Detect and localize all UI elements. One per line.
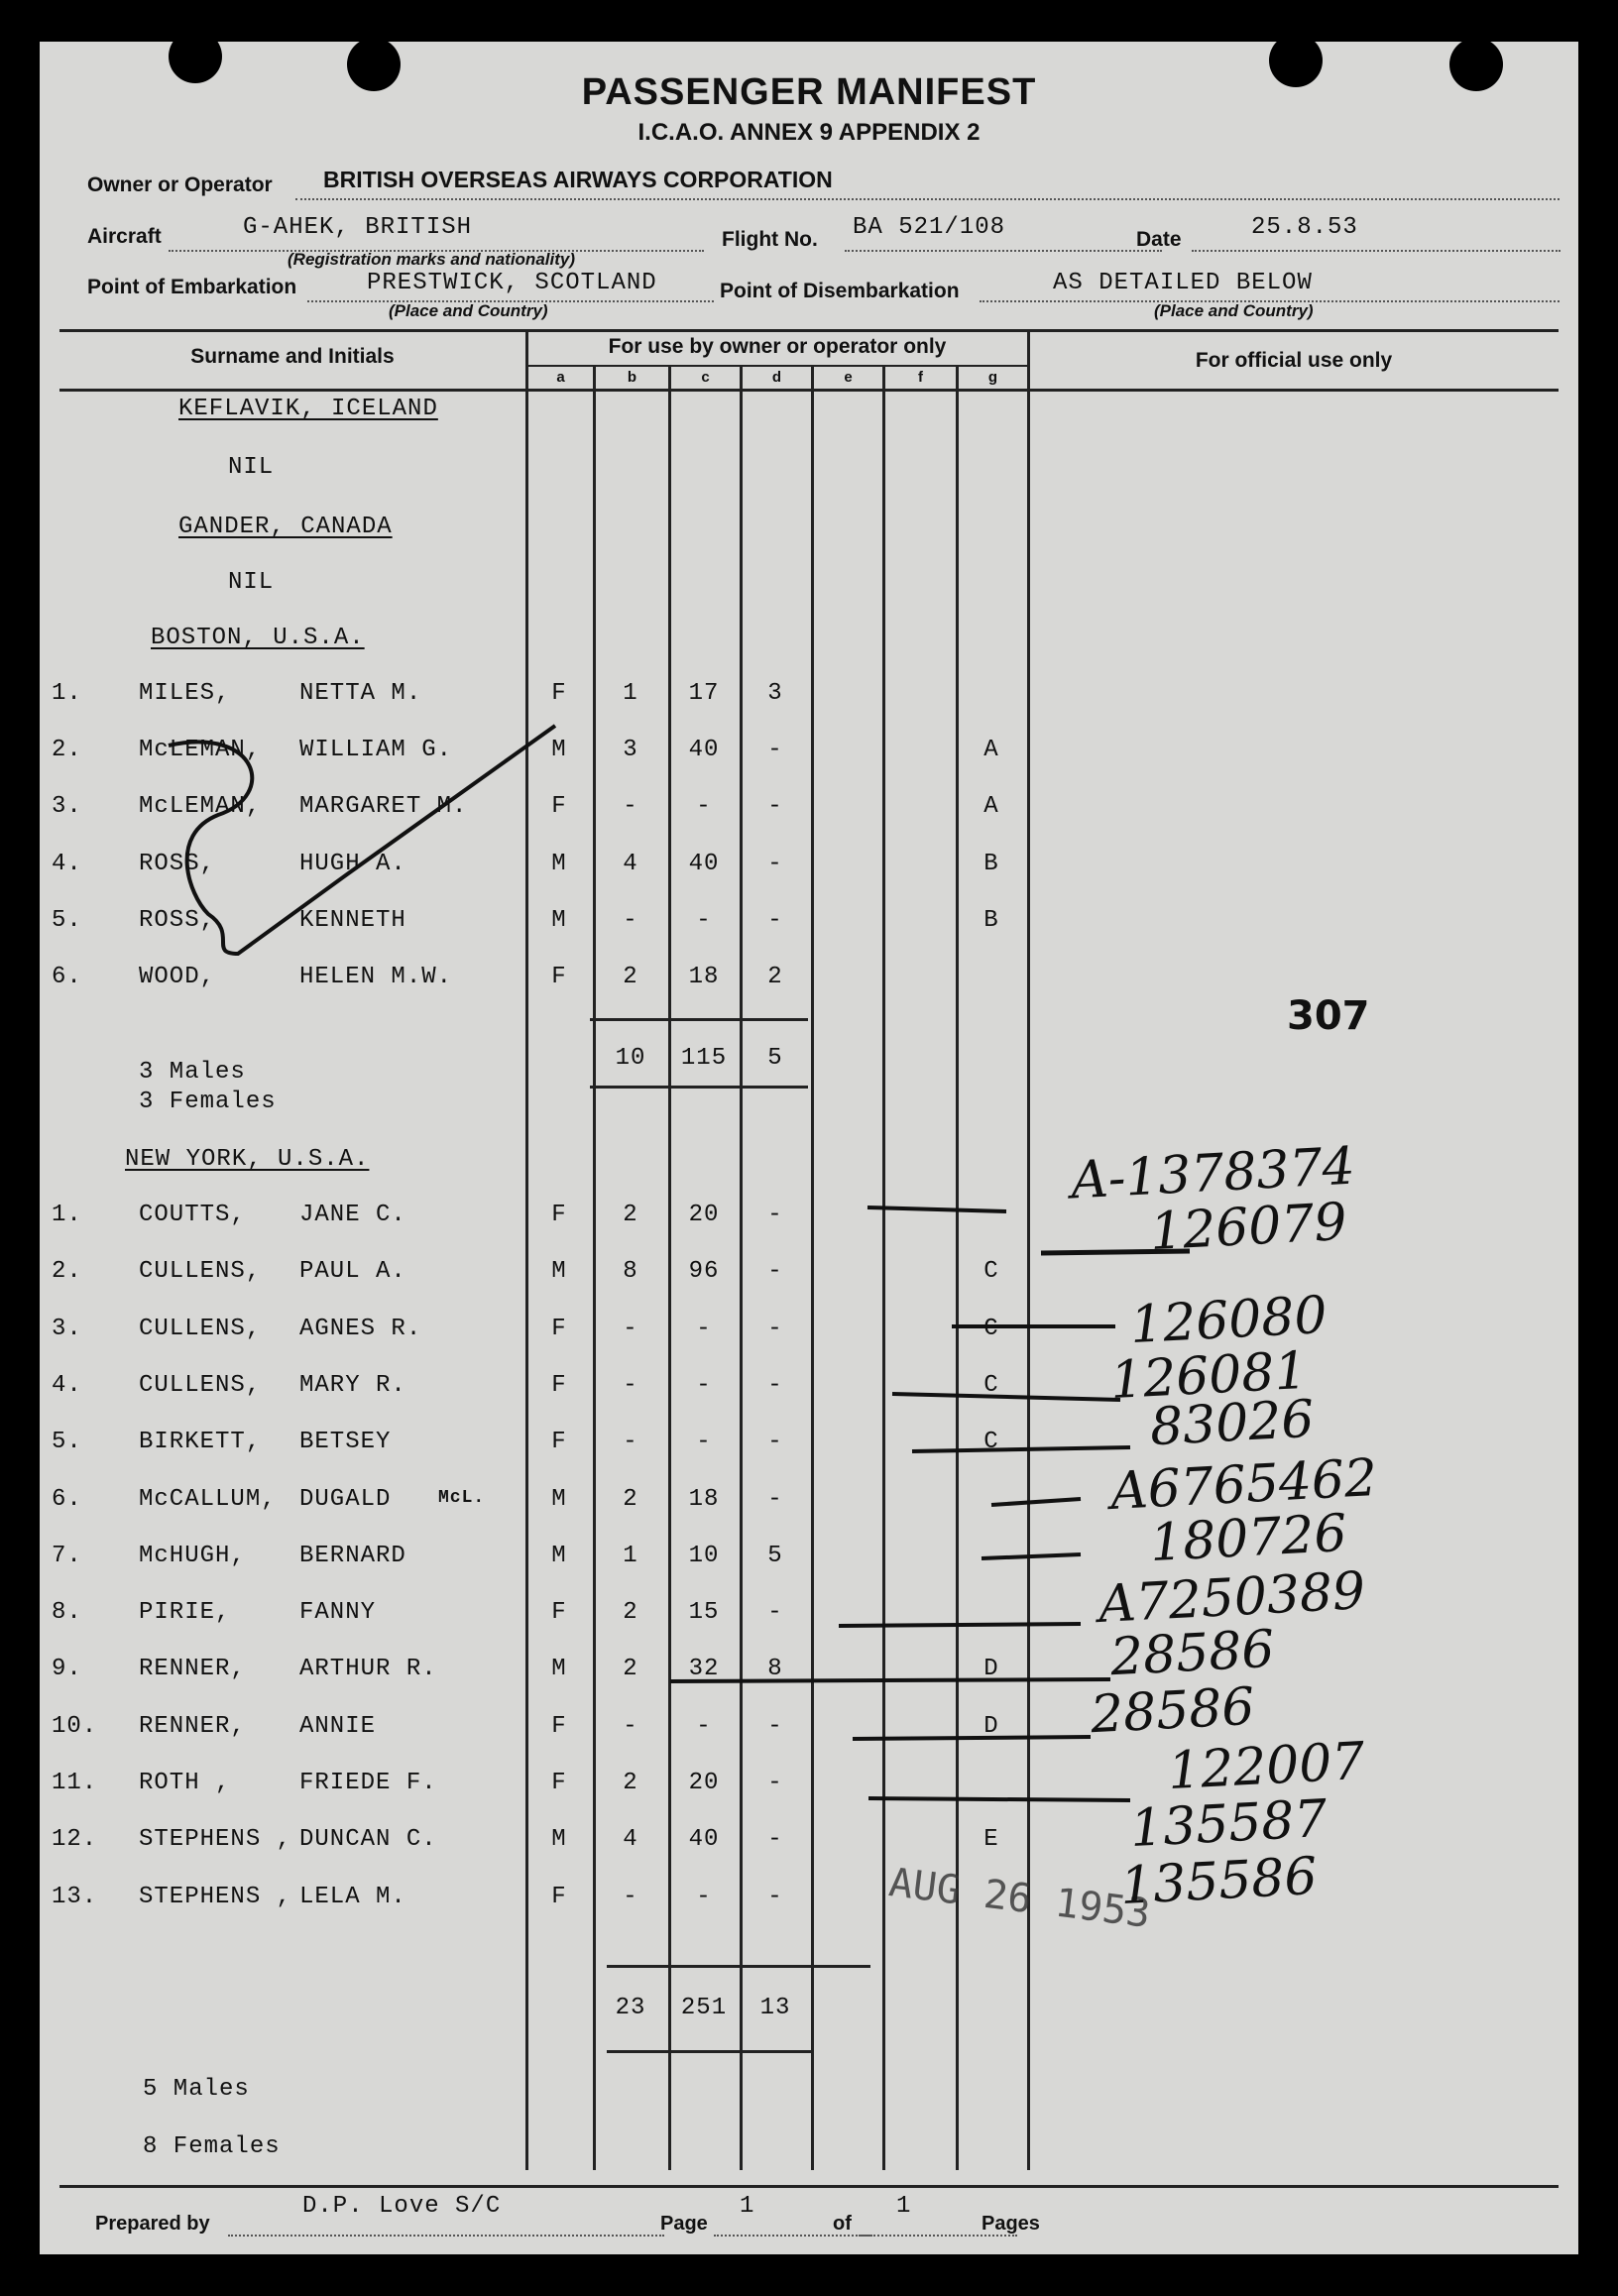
row-given-name: DUGALD — [299, 1485, 392, 1513]
row-col-g: C — [983, 1315, 999, 1342]
row-col-c: - — [696, 1371, 712, 1399]
row-col-a: M — [551, 737, 567, 764]
aircraft-value: G-AHEK, BRITISH — [243, 214, 473, 241]
official-handwritten-number: 122007 — [1166, 1731, 1366, 1802]
row-col-b: 4 — [623, 850, 638, 877]
row-given-name: JANE C. — [299, 1202, 406, 1228]
row-col-b: 1 — [623, 680, 638, 707]
row-col-c: 96 — [688, 1258, 720, 1286]
row-number: 1. — [52, 680, 82, 707]
embark-label: Point of Embarkation — [87, 276, 297, 298]
row-col-d: - — [767, 1712, 783, 1740]
official-handwritten-number: 135587 — [1128, 1788, 1329, 1860]
manifest-page — [40, 42, 1578, 2254]
row-col-d: 3 — [767, 680, 783, 707]
row-extra-note: McL. — [438, 1487, 486, 1508]
row-surname: McHUGH, — [139, 1542, 246, 1569]
row-col-c: - — [696, 793, 712, 821]
row-surname: McCALLUM, — [139, 1485, 277, 1513]
row-surname: CULLENS, — [139, 1371, 262, 1399]
row-col-d: - — [767, 850, 783, 877]
date-stamp: AUG 26 1953 — [886, 1860, 1153, 1937]
row-col-b: 3 — [623, 737, 638, 764]
row-given-name: BERNARD — [299, 1542, 406, 1569]
gander-note: NIL — [228, 569, 275, 596]
row-col-a: F — [551, 1770, 567, 1796]
row-number: 5. — [52, 906, 82, 934]
subcol-d: d — [771, 369, 782, 386]
row-col-a: F — [551, 1429, 567, 1456]
row-col-a: F — [551, 793, 567, 821]
row-col-a: M — [551, 1258, 567, 1286]
row-col-c: 18 — [688, 1485, 720, 1513]
row-col-a: M — [551, 850, 567, 877]
row-given-name: MARGARET M. — [299, 793, 468, 821]
row-given-name: HUGH A. — [299, 850, 406, 877]
row-number: 4. — [52, 850, 82, 877]
row-given-name: KENNETH — [299, 906, 406, 934]
row-surname: PIRIE, — [139, 1599, 231, 1627]
row-number: 11. — [52, 1770, 98, 1796]
row-col-c: 15 — [688, 1599, 720, 1627]
row-col-b: 2 — [623, 1202, 638, 1228]
subcol-g: g — [987, 369, 998, 386]
row-number: 5. — [52, 1429, 82, 1456]
row-given-name: NETTA M. — [299, 680, 422, 707]
row-number: 9. — [52, 1656, 82, 1683]
row-given-name: ARTHUR R. — [299, 1656, 437, 1683]
flight-value: BA 521/108 — [853, 214, 1006, 241]
row-col-d: - — [767, 906, 783, 934]
row-col-b: 1 — [623, 1542, 638, 1569]
row-col-d: - — [767, 1770, 783, 1796]
row-given-name: HELEN M.W. — [299, 964, 453, 990]
row-surname: ROSS, — [139, 906, 216, 934]
row-col-a: F — [551, 680, 567, 707]
row-surname: RENNER, — [139, 1712, 246, 1740]
row-number: 12. — [52, 1826, 98, 1854]
row-given-name: LELA M. — [299, 1883, 406, 1910]
row-col-c: 10 — [688, 1542, 720, 1569]
row-col-b: 8 — [623, 1258, 638, 1286]
row-surname: ROSS, — [139, 850, 216, 877]
row-col-d: - — [767, 1202, 783, 1228]
row-col-g: D — [983, 1656, 999, 1683]
row-col-g: A — [983, 793, 999, 821]
official-handwritten-number: 180726 — [1148, 1503, 1348, 1574]
row-number: 4. — [52, 1371, 82, 1399]
row-col-d: - — [767, 737, 783, 764]
owner-value: BRITISH OVERSEAS AIRWAYS CORPORATION — [323, 167, 833, 192]
row-col-d: - — [767, 1429, 783, 1456]
operator-col-header: For use by owner or operator only — [608, 335, 947, 358]
pages-label: Pages — [982, 2213, 1040, 2235]
row-number: 10. — [52, 1712, 98, 1740]
row-col-d: 2 — [767, 964, 783, 990]
aircraft-note: (Registration marks and nationality) — [288, 250, 575, 269]
ny-females: 8 Females — [143, 2133, 281, 2160]
row-number: 2. — [52, 737, 82, 764]
row-col-a: F — [551, 1883, 567, 1910]
subcol-f: f — [918, 369, 923, 386]
row-col-d: - — [767, 1883, 783, 1910]
boston-males: 3 Males — [139, 1059, 246, 1086]
row-col-d: - — [767, 1258, 783, 1286]
row-col-d: - — [767, 793, 783, 821]
aircraft-label: Aircraft — [87, 225, 162, 248]
row-given-name: PAUL A. — [299, 1258, 406, 1286]
row-col-a: M — [551, 1826, 567, 1854]
row-col-c: 40 — [688, 1826, 720, 1854]
section-keflavik: KEFLAVIK, ICELAND — [178, 396, 438, 422]
row-given-name: AGNES R. — [299, 1315, 422, 1342]
row-number: 1. — [52, 1202, 82, 1228]
row-col-b: - — [623, 1429, 638, 1456]
row-col-g: C — [983, 1258, 999, 1286]
row-number: 6. — [52, 1485, 82, 1513]
row-col-c: - — [696, 1315, 712, 1342]
row-given-name: FRIEDE F. — [299, 1770, 437, 1796]
row-col-d: 5 — [767, 1542, 783, 1569]
official-handwritten-number: 126079 — [1148, 1192, 1348, 1263]
official-handwritten-number: 83026 — [1148, 1389, 1316, 1458]
row-surname: MILES, — [139, 680, 231, 707]
disembark-note: (Place and Country) — [1154, 301, 1314, 320]
row-col-b: - — [623, 1371, 638, 1399]
ny-males: 5 Males — [143, 2076, 250, 2103]
row-surname: RENNER, — [139, 1656, 246, 1683]
disembark-value: AS DETAILED BELOW — [1053, 270, 1313, 296]
row-col-g: D — [983, 1712, 999, 1740]
flight-label: Flight No. — [722, 228, 818, 251]
row-given-name: FANNY — [299, 1599, 377, 1627]
subcol-c: c — [701, 369, 710, 386]
subcol-e: e — [844, 369, 853, 386]
row-given-name: ANNIE — [299, 1712, 377, 1740]
official-handwritten-number: A6765462 — [1108, 1447, 1379, 1523]
row-col-d: - — [767, 1485, 783, 1513]
row-col-c: 40 — [688, 737, 720, 764]
row-col-b: - — [623, 1315, 638, 1342]
row-col-b: 2 — [623, 1485, 638, 1513]
of-label: of — [833, 2213, 852, 2235]
row-col-d: - — [767, 1371, 783, 1399]
row-col-a: M — [551, 1656, 567, 1683]
row-col-d: - — [767, 1826, 783, 1854]
row-col-c: 18 — [688, 964, 720, 990]
row-col-d: - — [767, 1315, 783, 1342]
boston-females: 3 Females — [139, 1089, 277, 1115]
row-col-g: B — [983, 850, 999, 877]
row-col-a: M — [551, 1542, 567, 1569]
row-col-a: F — [551, 1315, 567, 1342]
of-value: 1 — [896, 2193, 912, 2220]
row-surname: STEPHENS , — [139, 1826, 292, 1854]
page-title: PASSENGER MANIFEST — [581, 71, 1037, 113]
row-col-b: 2 — [623, 1770, 638, 1796]
row-col-b: - — [623, 1883, 638, 1910]
row-col-c: 32 — [688, 1656, 720, 1683]
row-col-b: - — [623, 793, 638, 821]
row-col-g: C — [983, 1429, 999, 1456]
owner-label: Owner or Operator — [87, 173, 273, 196]
official-handwritten-number: 126081 — [1108, 1340, 1309, 1412]
ny-total-c: 251 — [680, 1995, 728, 2021]
row-col-c: - — [696, 1883, 712, 1910]
row-col-g: A — [983, 737, 999, 764]
ny-total-b: 23 — [615, 1995, 646, 2021]
date-value: 25.8.53 — [1251, 214, 1358, 241]
row-surname: CULLENS, — [139, 1258, 262, 1286]
row-col-c: 17 — [688, 680, 720, 707]
row-col-a: F — [551, 1599, 567, 1627]
row-col-d: 8 — [767, 1656, 783, 1683]
row-col-b: 2 — [623, 1656, 638, 1683]
row-surname: ROTH , — [139, 1770, 231, 1796]
official-handwritten-number: A-1378374 — [1069, 1136, 1357, 1211]
row-col-c: - — [696, 1712, 712, 1740]
prepared-value: D.P. Love S/C — [302, 2193, 502, 2220]
official-handwritten-number: A7250389 — [1097, 1560, 1367, 1636]
row-given-name: BETSEY — [299, 1429, 392, 1456]
keflavik-note: NIL — [228, 454, 275, 481]
row-col-c: 20 — [688, 1202, 720, 1228]
row-number: 13. — [52, 1883, 98, 1910]
row-col-b: 4 — [623, 1826, 638, 1854]
row-surname: WOOD, — [139, 964, 216, 990]
row-surname: McLEMAN, — [139, 737, 262, 764]
embark-note: (Place and Country) — [389, 301, 548, 320]
row-number: 2. — [52, 1258, 82, 1286]
row-surname: BIRKETT, — [139, 1429, 262, 1456]
page-value: 1 — [740, 2193, 755, 2220]
stamp-number: 307 — [1287, 993, 1370, 1039]
row-number: 6. — [52, 964, 82, 990]
surname-col-header: Surname and Initials — [190, 345, 395, 368]
row-col-c: - — [696, 906, 712, 934]
row-surname: CULLENS, — [139, 1315, 262, 1342]
row-col-c: 20 — [688, 1770, 720, 1796]
row-col-g: B — [983, 906, 999, 934]
disembark-label: Point of Disembarkation — [720, 280, 960, 302]
row-number: 8. — [52, 1599, 82, 1627]
official-handwritten-number: 28586 — [1089, 1676, 1256, 1746]
row-surname: STEPHENS , — [139, 1883, 292, 1910]
row-surname: COUTTS, — [139, 1202, 246, 1228]
row-col-a: F — [551, 1202, 567, 1228]
row-given-name: DUNCAN C. — [299, 1826, 437, 1854]
official-handwritten-number: 126080 — [1128, 1285, 1329, 1356]
date-label: Date — [1136, 228, 1182, 251]
row-given-name: MARY R. — [299, 1371, 406, 1399]
section-gander: GANDER, CANADA — [178, 514, 393, 540]
row-col-c: - — [696, 1429, 712, 1456]
page-label: Page — [660, 2213, 708, 2235]
row-col-b: 2 — [623, 964, 638, 990]
row-col-b: - — [623, 906, 638, 934]
subcol-b: b — [627, 369, 637, 386]
subcol-a: a — [556, 369, 565, 386]
footer-rule — [59, 2185, 1559, 2188]
page-subtitle: I.C.A.O. ANNEX 9 APPENDIX 2 — [637, 119, 981, 146]
row-col-b: - — [623, 1712, 638, 1740]
row-col-d: - — [767, 1599, 783, 1627]
row-given-name: WILLIAM G. — [299, 737, 453, 764]
row-col-g: C — [983, 1371, 999, 1399]
row-col-a: F — [551, 1371, 567, 1399]
row-col-a: M — [551, 906, 567, 934]
row-col-a: F — [551, 1712, 567, 1740]
row-col-g: E — [983, 1826, 999, 1854]
official-col-header: For official use only — [1195, 349, 1393, 372]
section-boston: BOSTON, U.S.A. — [151, 625, 365, 651]
boston-total-c: 115 — [680, 1045, 728, 1072]
row-number: 7. — [52, 1542, 82, 1569]
official-handwritten-number: 135586 — [1118, 1846, 1319, 1917]
boston-total-d: 5 — [767, 1045, 783, 1072]
row-col-a: F — [551, 964, 567, 990]
prepared-label: Prepared by — [95, 2213, 210, 2235]
row-number: 3. — [52, 1315, 82, 1342]
section-newyork: NEW YORK, U.S.A. — [125, 1146, 370, 1173]
boston-total-b: 10 — [615, 1045, 646, 1072]
row-col-b: 2 — [623, 1599, 638, 1627]
row-number: 3. — [52, 793, 82, 821]
row-col-a: M — [551, 1485, 567, 1513]
row-col-c: 40 — [688, 850, 720, 877]
row-surname: McLEMAN, — [139, 793, 262, 821]
official-handwritten-number: 28586 — [1108, 1619, 1276, 1688]
ny-total-d: 13 — [759, 1995, 791, 2021]
embark-value: PRESTWICK, SCOTLAND — [367, 270, 657, 296]
